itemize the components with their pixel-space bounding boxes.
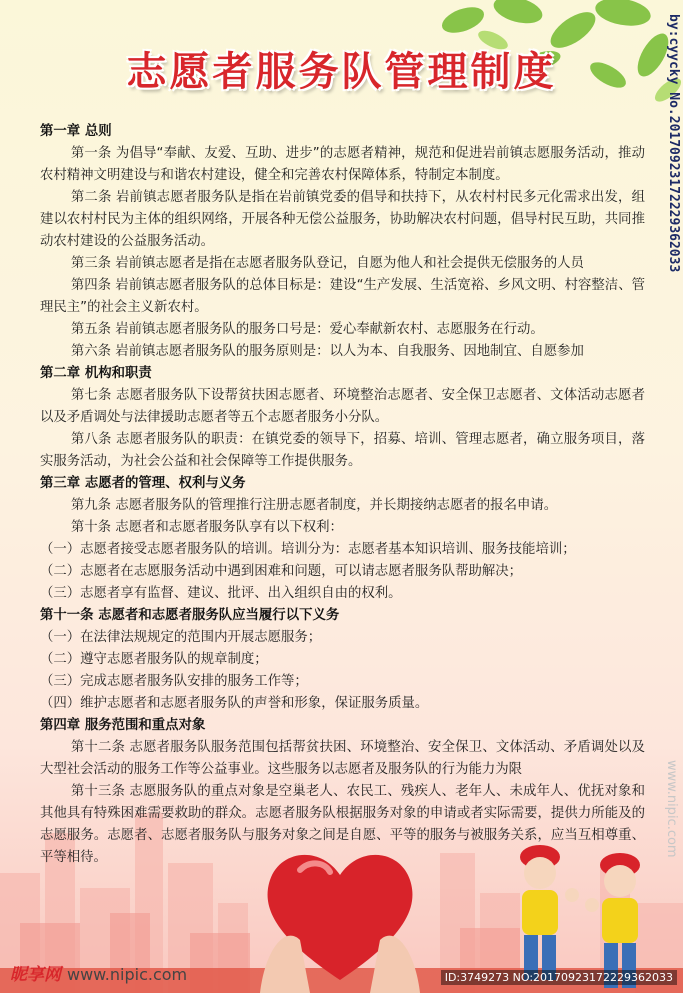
article-paragraph: 第九条 志愿者服务队的管理推行注册志愿者制度，并长期接纳志愿者的报名申请。 (70, 498, 558, 513)
chapter-heading: 第二章 机构和职责 (40, 366, 152, 381)
page-title: 志愿者服务队管理制度 (126, 49, 557, 95)
logo-brand: 昵享网 (10, 965, 61, 985)
chapter-heading: 第一章 总则 (40, 124, 112, 139)
article-paragraph: 第六条 岩前镇志愿者服务队的服务原则是：以人为本、自我服务、因地制宜、自愿参加 (70, 344, 584, 359)
image-id-label: ID:3749273 NO:20170923172229362033 (441, 970, 677, 985)
article-paragraph: 第十条 志愿者和志愿者服务队享有以下权利： (70, 520, 343, 535)
chapter-heading: 第三章 志愿者的管理、权利与义务 (40, 476, 246, 491)
list-item: （一）在法律法规规定的范围内开展志愿服务； (40, 630, 322, 645)
list-item: （二）遵守志愿者服务队的规章制度； (40, 652, 268, 667)
list-item: （一）志愿者接受志愿者服务队的培训。培训分为：志愿者基本知识培训、服务技能培训； (40, 542, 576, 557)
watermark-site-vertical: www.nipic.com (664, 760, 679, 858)
article-paragraph: 第七条 志愿者服务队下设帮贫扶困志愿者、环境整治志愿者、安全保卫志愿者、文体活动志愿者以及矛盾调处与法律援助志愿者等五个志愿者服务小分队。 (40, 388, 645, 425)
watermark-vertical: by:cyycky No.20170923172229362033 (666, 14, 681, 273)
article-paragraph: 第五条 岩前镇志愿者服务队的服务口号是：爱心奉献新农村、志愿服务在行动。 (70, 322, 544, 337)
article-paragraph: 第十三条 志愿服务队的重点对象是空巢老人、农民工、残疾人、老年人、未成年人、优抚对象和其他具有特殊困难需要救助的群众。志愿者服务队根据服务对象的申请或者实际需要，提供力所能及的志愿服务。志愿者、志愿者服务队与服务对象之间是自愿、平等的服务与被服务关系，应当互相尊重、平等相待。 (40, 784, 645, 865)
logo-url: www.nipic.com (67, 965, 188, 984)
article-paragraph: 第十二条 志愿者服务队服务范围包括帮贫扶困、环境整治、安全保卫、文体活动、矛盾调处以及大型社会活动的服务工作等公益事业。这些服务以志愿者及服务队的行为能力为限 (40, 740, 645, 777)
list-item: （四）维护志愿者和志愿者服务队的声誉和形象，保证服务质量。 (40, 696, 429, 711)
list-item: （二）志愿者在志愿服务活动中遇到困难和问题，可以请志愿者服务队帮助解决； (40, 564, 523, 579)
heart-in-hands-image (240, 830, 440, 993)
article-paragraph: 第二条 岩前镇志愿者服务队是指在岩前镇党委的倡导和扶持下，从农村村民多元化需求出发，组建以农村村民为主体的组织网络，开展各种无偿公益服务，协助解决农村问题，倡导村民互助，共同推动农村建设的公益服务活动。 (40, 190, 645, 249)
site-logo (10, 960, 187, 985)
article-paragraph: 第一条 为倡导“奉献、友爱、互助、进步”的志愿者精神，规范和促进岩前镇志愿服务活动，推动农村精神文明建设与和谐农村建设，健全和完善农村保障体系，特制定本制度。 (40, 146, 645, 183)
regulation-text (40, 121, 645, 869)
chapter-heading: 第十一条 志愿者和志愿者服务队应当履行以下义务 (40, 608, 340, 623)
article-paragraph: 第八条 志愿者服务队的职责：在镇党委的领导下，招募、培训、管理志愿者，确立服务项目，落实服务活动，为社会公益和社会保障等工作提供服务。 (40, 432, 645, 469)
article-paragraph: 第三条 岩前镇志愿者是指在志愿者服务队登记，自愿为他人和社会提供无偿服务的人员 (70, 256, 584, 271)
chapter-heading: 第四章 服务范围和重点对象 (40, 718, 206, 733)
list-item: （三）完成志愿者服务队安排的服务工作等； (40, 674, 308, 689)
article-paragraph: 第四条 岩前镇志愿者服务队的总体目标是：建设“生产发展、生活宽裕、乡风文明、村容整洁、管理民主”的社会主义新农村。 (40, 278, 645, 315)
list-item: （三）志愿者享有监督、建议、批评、出入组织自由的权利。 (40, 586, 402, 601)
